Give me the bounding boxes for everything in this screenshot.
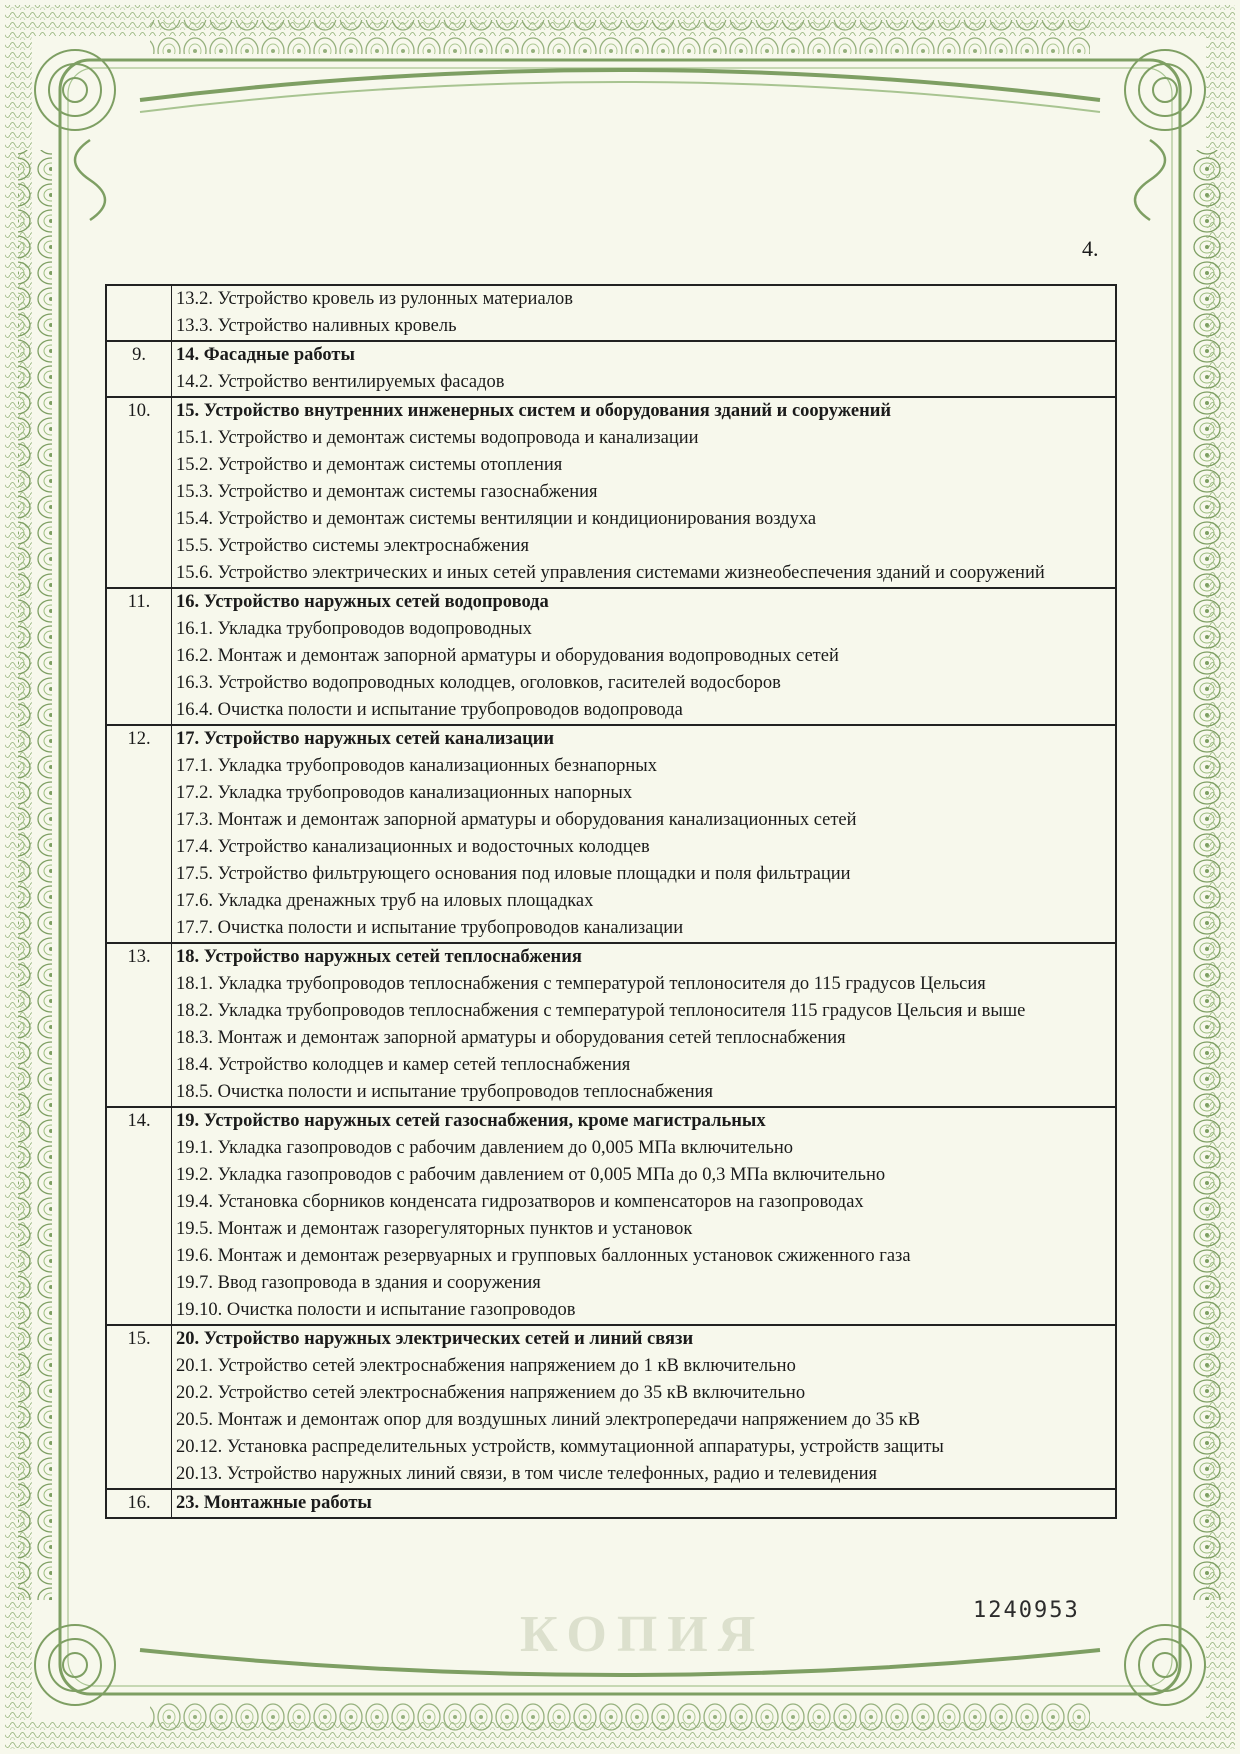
group-number [106,285,172,341]
group-header-row [106,588,1116,616]
table-row [106,1162,1116,1189]
work-item: 17.7. Очистка полости и испытание трубопроводов канализации [176,918,684,938]
work-item: 16.2. Монтаж и демонтаж запорной арматуры и оборудования водопроводных сетей [176,646,839,666]
table-row [106,1079,1116,1107]
table-row [106,861,1116,888]
work-item: 14.2. Устройство вентилируемых фасадов [176,372,505,392]
table-row [106,834,1116,861]
work-item: 13.2. Устройство кровель из рулонных материалов [176,289,574,309]
work-item: 17.5. Устройство фильтрующего основания под иловые площадки и поля фильтрации [176,864,851,884]
table-row [106,643,1116,670]
work-item: 17.6. Укладка дренажных труб на иловых площадках [176,891,594,911]
table-row [106,285,1116,313]
group-header-row [106,725,1116,753]
table-row [106,971,1116,998]
work-item: 15.4. Устройство и демонтаж системы вентиляции и кондиционирования воздуха [176,509,817,529]
table-row [106,1052,1116,1079]
table-row [106,560,1116,588]
table-row [106,533,1116,560]
table-row [106,369,1116,397]
group-number: 11. [106,588,172,725]
work-item: 19.10. Очистка полости и испытание газопроводов [176,1300,576,1320]
table-row [106,479,1116,506]
table-row [106,1353,1116,1380]
table-row [106,1243,1116,1270]
work-item: 16.3. Устройство водопроводных колодцев, оголовков, гасителей водосборов [176,673,781,693]
group-number: 16. [106,1489,172,1518]
work-item: 18.4. Устройство колодцев и камер сетей теплоснабжения [176,1055,631,1075]
group-header-row [106,341,1116,369]
table-row [106,888,1116,915]
group-header-row [106,943,1116,971]
table-row [106,807,1116,834]
works-table [105,284,1117,1519]
work-item: 19.6. Монтаж и демонтаж резервуарных и групповых баллонных установок сжиженного газа [176,1246,911,1266]
work-item: 15.2. Устройство и демонтаж системы отопления [176,455,563,475]
group-header-row [106,397,1116,425]
work-item: 15.6. Устройство электрических и иных сетей управления системами жизнеобеспечения зданий и сооружений [176,563,1045,583]
group-title: 19. Устройство наружных сетей газоснабжения, кроме магистральных [172,1107,1117,1135]
work-item: 15.1. Устройство и демонтаж системы водопровода и канализации [176,428,699,448]
table-row [106,1297,1116,1325]
work-item: 18.3. Монтаж и демонтаж запорной арматуры и оборудования сетей теплоснабжения [176,1028,846,1048]
table-row [106,1461,1116,1489]
work-item: 19.5. Монтаж и демонтаж газорегуляторных пунктов и установок [176,1219,693,1239]
group-title: 18. Устройство наружных сетей теплоснабжения [172,943,1117,971]
group-title: 23. Монтажные работы [172,1489,1117,1518]
group-number: 10. [106,397,172,588]
work-item: 16.1. Укладка трубопроводов водопроводных [176,619,532,639]
work-item: 18.2. Укладка трубопроводов теплоснабжения с температурой теплоносителя 115 градусов Цельсия и выше [176,1001,1026,1021]
work-item: 19.4. Установка сборников конденсата гидрозатворов и компенсаторов на газопроводах [176,1192,864,1212]
page-number: 4. [1082,236,1099,261]
table-row [106,915,1116,943]
works-table-wrapper [105,284,1117,1519]
work-item: 18.1. Укладка трубопроводов теплоснабжения с температурой теплоносителя до 115 градусов Цельсия [176,974,986,994]
table-row [106,753,1116,780]
work-item: 20.12. Установка распределительных устройств, коммутационной аппаратуры, устройств защиты [176,1437,944,1457]
group-title: 15. Устройство внутренних инженерных систем и оборудования зданий и сооружений [172,397,1117,425]
group-header-row [106,1489,1116,1518]
work-item: 17.2. Укладка трубопроводов канализационных напорных [176,783,633,803]
table-row [106,1216,1116,1243]
work-item: 15.5. Устройство системы электроснабжения [176,536,529,556]
table-row [106,313,1116,341]
work-item: 20.2. Устройство сетей электроснабжения напряжением до 35 кВ включительно [176,1383,806,1403]
work-item: 17.3. Монтаж и демонтаж запорной арматуры и оборудования канализационных сетей [176,810,857,830]
serial-number: 1240953 [973,1598,1080,1623]
work-item: 18.5. Очистка полости и испытание трубопроводов теплоснабжения [176,1082,714,1102]
table-row [106,998,1116,1025]
work-item: 17.4. Устройство канализационных и водосточных колодцев [176,837,650,857]
group-header-row [106,1107,1116,1135]
group-number: 12. [106,725,172,943]
group-number: 15. [106,1325,172,1489]
table-row [106,1407,1116,1434]
table-row [106,1189,1116,1216]
work-item: 13.3. Устройство наливных кровель [176,316,457,336]
work-item: 15.3. Устройство и демонтаж системы газоснабжения [176,482,598,502]
work-item: 16.4. Очистка полости и испытание трубопроводов водопровода [176,700,683,720]
group-number: 13. [106,943,172,1107]
work-item: 20.1. Устройство сетей электроснабжения напряжением до 1 кВ включительно [176,1356,796,1376]
table-row [106,506,1116,533]
table-row [106,425,1116,452]
work-item: 17.1. Укладка трубопроводов канализационных безнапорных [176,756,657,776]
table-row [106,1135,1116,1162]
table-row [106,616,1116,643]
group-title: 20. Устройство наружных электрических сетей и линий связи [172,1325,1117,1353]
table-row [106,780,1116,807]
table-row [106,1270,1116,1297]
group-header-row [106,1325,1116,1353]
copy-watermark: КОПИЯ [520,1606,766,1663]
work-item: 19.1. Укладка газопроводов с рабочим давлением до 0,005 МПа включительно [176,1138,793,1158]
table-row [106,697,1116,725]
group-number: 14. [106,1107,172,1325]
work-item: 20.5. Монтаж и демонтаж опор для воздушных линий электропередачи напряжением до 35 кВ [176,1410,921,1430]
work-item: 19.2. Укладка газопроводов с рабочим давлением от 0,005 МПа до 0,3 МПа включительно [176,1165,886,1185]
table-row [106,1380,1116,1407]
group-title: 14. Фасадные работы [172,341,1117,369]
group-number: 9. [106,341,172,397]
group-title: 16. Устройство наружных сетей водопровода [172,588,1117,616]
table-row [106,1025,1116,1052]
group-title: 17. Устройство наружных сетей канализации [172,725,1117,753]
work-item: 19.7. Ввод газопровода в здания и сооружения [176,1273,541,1293]
table-row [106,670,1116,697]
table-row [106,452,1116,479]
table-row [106,1434,1116,1461]
work-item: 20.13. Устройство наружных линий связи, в том числе телефонных, радио и телевидения [176,1464,878,1484]
